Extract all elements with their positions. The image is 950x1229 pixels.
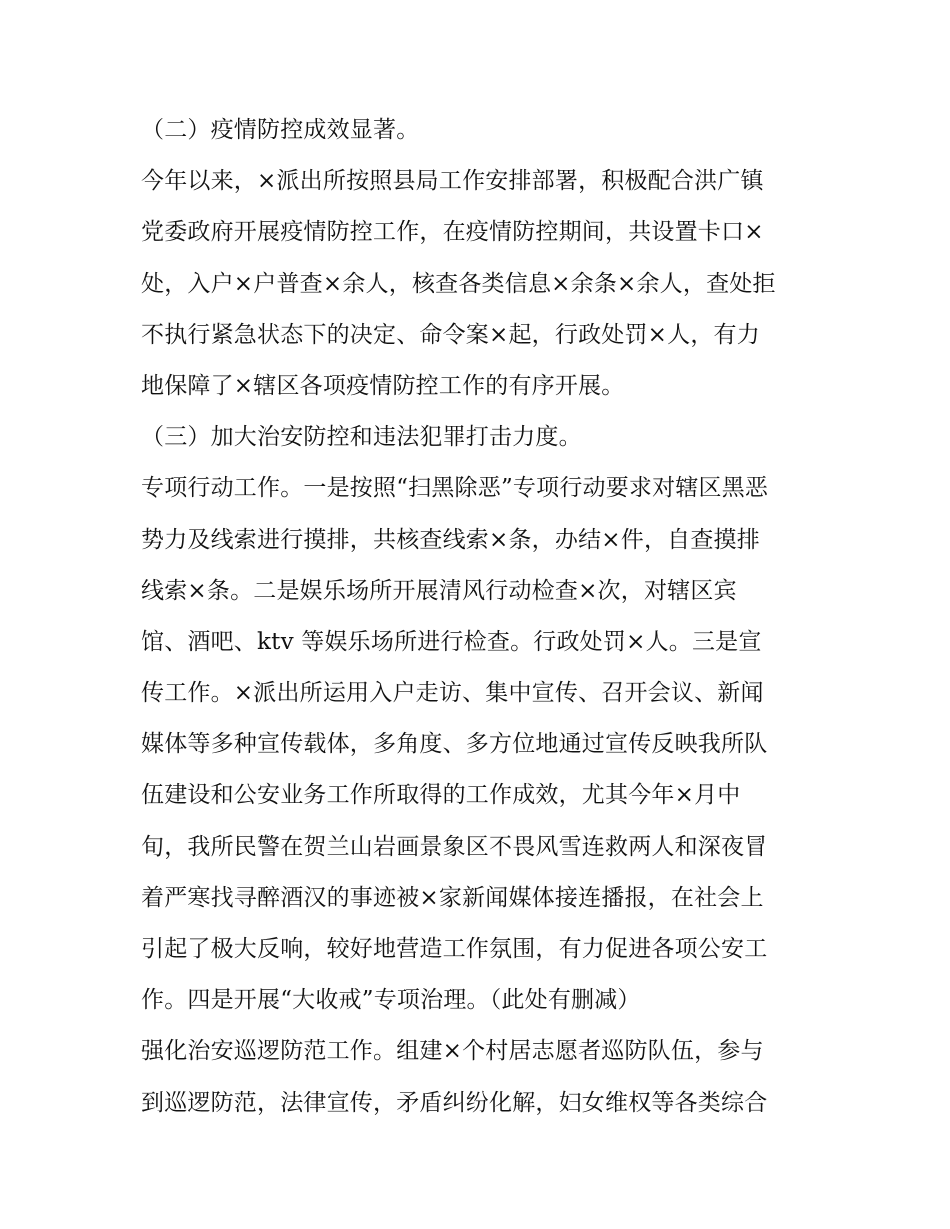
section-heading-epidemic: （二）疫情防控成效显著。 [141,117,420,143]
text-line: 强化治安巡逻防范工作。组建×个村居志愿者巡防队伍，参与 [141,1038,764,1065]
text-line: 专项行动工作。一是按照“扫黑除恶”专项行动要求对辖区黑恶 [141,475,769,502]
text-line: 伍建设和公安业务工作所取得的工作成效，尤其今年×月中 [141,782,741,809]
text-line: 着严寒找寻醉酒汉的事迹被×家新闻媒体接连播报，在社会上 [141,884,764,911]
text-line: 今年以来，×派出所按照县局工作安排部署，积极配合洪广镇 [141,168,764,195]
text-line: 媒体等多种宣传载体，多角度、多方位地通过宣传反映我所队 [141,731,768,758]
text-line: 势力及线索进行摸排，共核查线索×条，办结×件，自查摸排 [141,526,760,553]
text-line: 处，入户×户普查×余人，核查各类信息×余条×余人，查处拒 [141,270,776,297]
text-line: 到巡逻防范，法律宣传，矛盾纠纷化解，妇女维权等各类综合 [141,1089,768,1116]
text-line: 不执行紧急状态下的决定、命令案×起，行政处罚×人，有力 [141,321,760,348]
text-line: 引起了极大反响，较好地营造工作氛围，有力促进各项公安工 [141,936,768,962]
text-line: 旬，我所民警在贺兰山岩画景象区不畏风雪连救两人和深夜冒 [141,833,768,860]
text-line: 地保障了×辖区各项疫情防控工作的有序开展。 [141,372,625,399]
section-heading-security: （三）加大治安防控和违法犯罪打击力度。 [141,424,582,451]
text-line: 作。四是开展“大收戒”专项治理。（此处有删减） [141,987,641,1014]
text-line: 传工作。×派出所运用入户走访、集中宣传、召开会议、新闻 [141,680,764,707]
body-text [141,112,821,1136]
text-line: 馆、酒吧、ktv 等娱乐场所进行检查。行政处罚×人。三是宣 [141,628,762,655]
text-line: 线索×条。二是娱乐场所开展清风行动检查×次，对辖区宾 [141,577,737,604]
text-line: 党委政府开展疫情防控工作，在疫情防控期间，共设置卡口× [141,219,764,246]
